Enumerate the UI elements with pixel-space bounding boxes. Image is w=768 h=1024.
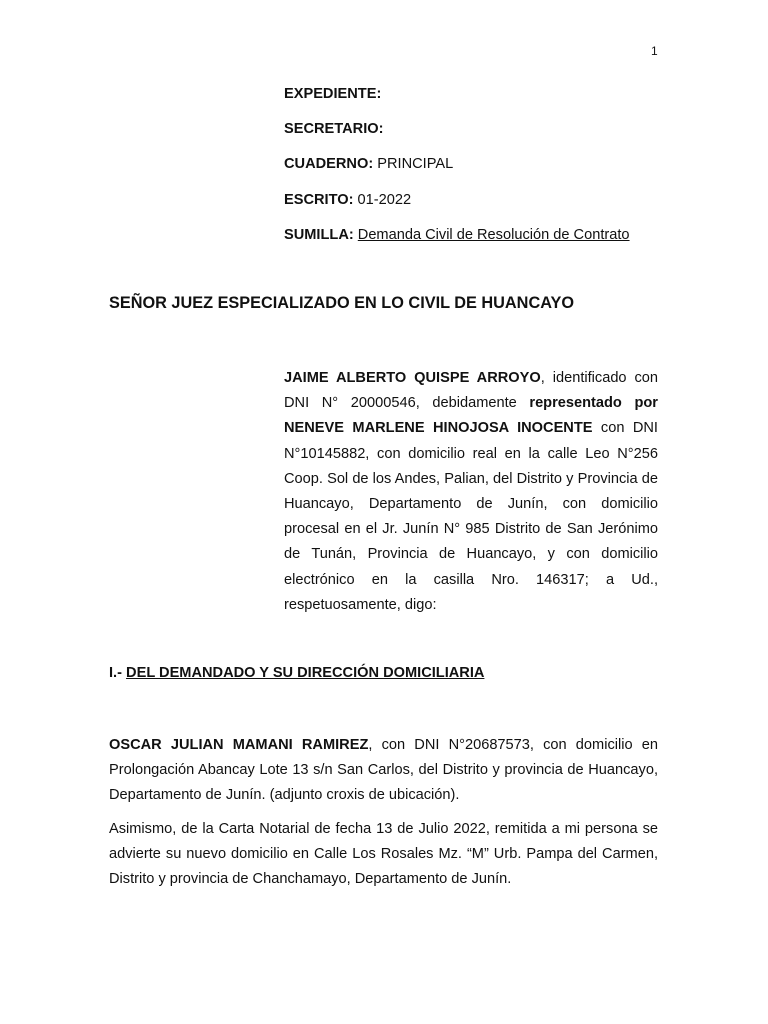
expediente-line bbox=[284, 84, 664, 119]
cuaderno-value: PRINCIPAL bbox=[377, 156, 454, 173]
escrito-label: ESCRITO: bbox=[284, 191, 354, 208]
notarial-letter-paragraph: Asimismo, de la Carta Notarial de fecha 13 de Julio 2022, remitida a mi persona se advierte su nuevo domicilio en Calle Los Rosales Mz. “M” Urb. Pampa del Carmen, Distrito y provincia de Chanchamayo, Departamento de Junín. bbox=[109, 821, 658, 888]
intro-paragraph bbox=[284, 366, 658, 618]
plaintiff-name: JAIME ALBERTO QUISPE ARROYO bbox=[284, 370, 541, 386]
defendant-name: OSCAR JULIAN MAMANI RAMIREZ bbox=[109, 737, 369, 753]
intro-text-2: con DNI N°10145882, con domicilio real en la calle Leo N°256 Coop. Sol de los Andes, Palian, del Distrito y Provincia de Huancayo, Departamento de Junín, con domicilio procesal en el Jr. Junín N° 985 Distrito de San Jerónimo de Tunán, Provincia de Huancayo, y con domicilio electrónico en la casilla Nro. 146317; a Ud., respetuosamente, digo: bbox=[284, 420, 658, 613]
represented-label: representado por bbox=[529, 395, 658, 412]
section-1-title: DEL DEMANDADO Y SU DIRECCIÓN DOMICILIARIA bbox=[126, 665, 485, 681]
secretario-line bbox=[284, 119, 664, 154]
representative-name: NENEVE MARLENE HINOJOSA INOCENTE bbox=[284, 420, 593, 437]
addressee-heading: SEÑOR JUEZ ESPECIALIZADO EN LO CIVIL DE HUANCAYO bbox=[109, 294, 574, 312]
escrito-line bbox=[284, 190, 664, 225]
section-1-heading bbox=[109, 665, 484, 681]
sumilla-value: Demanda Civil de Resolución de Contrato bbox=[357, 226, 630, 243]
intro-text-1: , identificado con DNI N° 20000546, debidamente bbox=[284, 370, 658, 412]
expediente-label: EXPEDIENTE: bbox=[284, 86, 382, 102]
case-header bbox=[284, 84, 664, 260]
defendant-text: , con DNI N°20687573, con domicilio en Prolongación Abancay Lote 13 s/n San Carlos, del Distrito y provincia de Huancayo, Departamento de Junín. (adjunto croxis de ubicación). bbox=[109, 737, 658, 804]
sumilla-line bbox=[284, 225, 664, 260]
page-number: 1 bbox=[651, 44, 658, 58]
escrito-value: 01-2022 bbox=[357, 191, 412, 208]
section-1-number: I.- bbox=[109, 665, 122, 681]
cuaderno-line bbox=[284, 154, 664, 189]
sumilla-label: SUMILLA: bbox=[284, 226, 354, 243]
secretario-label: SECRETARIO: bbox=[284, 121, 384, 138]
cuaderno-label: CUADERNO: bbox=[284, 156, 374, 173]
defendant-paragraph bbox=[109, 733, 658, 809]
